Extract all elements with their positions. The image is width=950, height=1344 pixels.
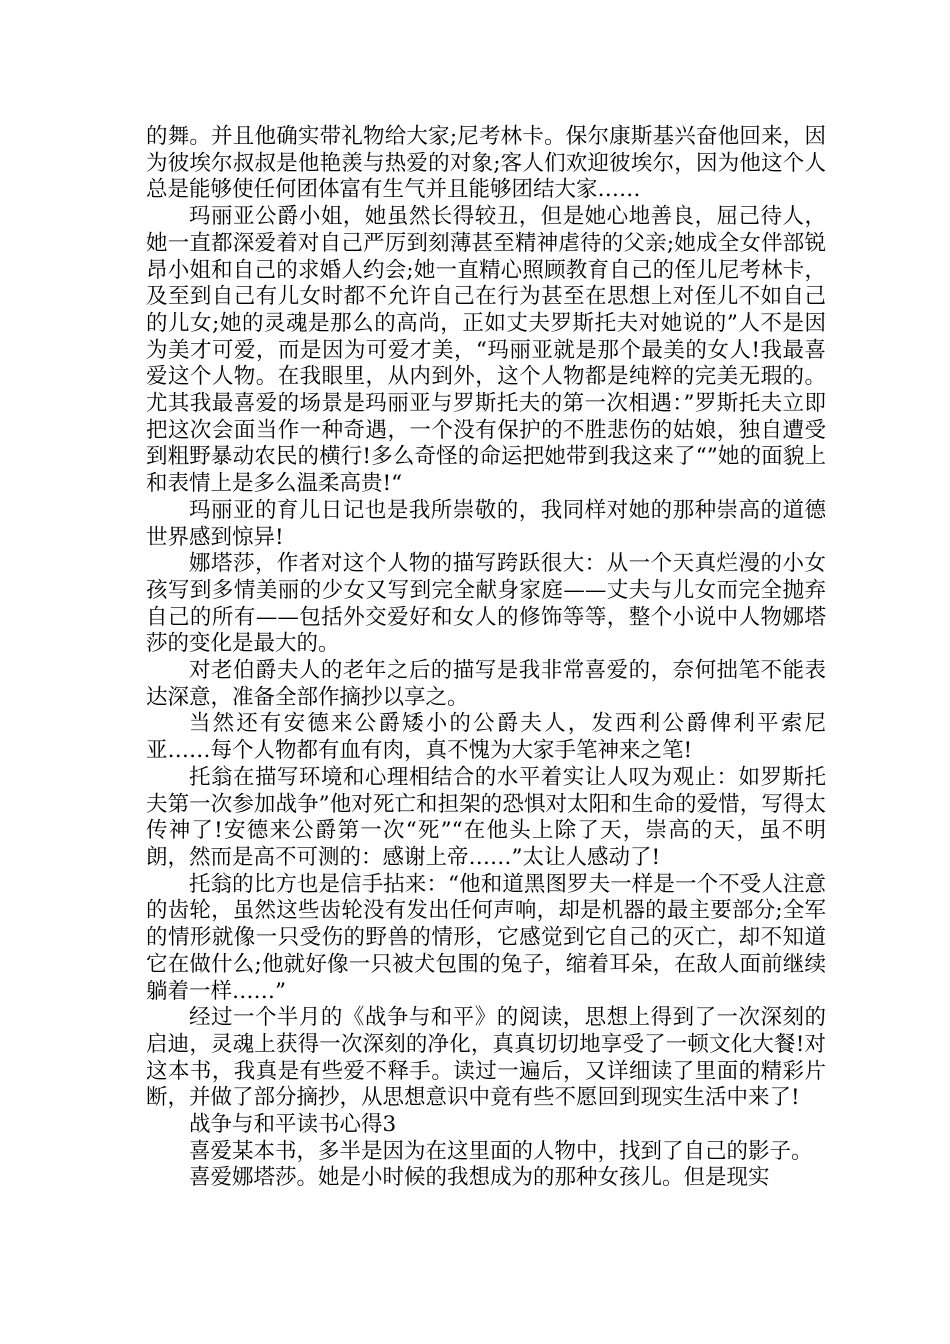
- paragraph: 托翁的比方也是信手拈来：“他和道黑图罗夫一样是一个不受人注意的齿轮，虽然这些齿轮没有发出任何声响，却是机器的最主要部分;全军的情形就像一只受伤的野兽的情形，它感觉到它自己的灭亡，却不知道它在做什么;他就好像一只被犬包围的兔子，缩着耳朵，在敌人面前继续躺着一样……”: [146, 871, 826, 1004]
- paragraph: 经过一个半月的《战争与和平》的阅读，思想上得到了一次深刻的启迪，灵魂上获得一次深刻的净化，真真切切地享受了一顿文化大餐!对这本书，我真是有些爱不释手。读过一遍后，又详细读了里面的精彩片断，并做了部分摘抄，从思想意识中竟有些不愿回到现实生活中来了!: [146, 1005, 826, 1111]
- paragraph: 的舞。并且他确实带礼物给大家;尼考林卡。保尔康斯基兴奋他回来，因为彼埃尔叔叔是他艳羡与热爱的对象;客人们欢迎彼埃尔，因为他这个人总是能够使任何团体富有生气并且能够团结大家……: [146, 124, 826, 203]
- paragraph: 托翁在描写环境和心理相结合的水平着实让人叹为观止：如罗斯托夫第一次参加战争”他对死亡和担架的恐惧对太阳和生命的爱惜，写得太传神了!安德来公爵第一次“死”“在他头上除了天，崇高的天，虽不明朗，然而是高不可测的：感谢上帝……”太让人感动了!: [146, 764, 826, 870]
- document-body: [146, 124, 826, 1192]
- paragraph: 当然还有安德来公爵矮小的公爵夫人，发西利公爵俾利平索尼亚……每个人物都有血有肉，真不愧为大家手笔神来之笔!: [146, 711, 826, 764]
- paragraph: 喜爱娜塔莎。她是小时候的我想成为的那种女孩儿。但是现实: [189, 1165, 770, 1191]
- paragraph: 玛丽亚的育儿日记也是我所崇敬的，我同样对她的那种崇高的道德世界感到惊异!: [146, 497, 826, 550]
- paragraph: 对老伯爵夫人的老年之后的描写是我非常喜爱的，奈何拙笔不能表达深意，准备全部作摘抄以享之。: [146, 658, 826, 710]
- paragraph: 玛丽亚公爵小姐，她虽然长得较丑，但是她心地善良，屈己待人，她一直都深爱着对自己严厉到刻薄甚至精神虐待的父亲;她成全女伴部锐昂小姐和自己的求婚人约会;她一直精心照顾教育自己的侄儿尼考林卡，及至到自己有儿女时都不允许自己在行为甚至在思想上对侄儿不如自己的儿女;她的灵魂是那么的高尚，正如丈夫罗斯托夫对她说的”人不是因为美才可爱，而是因为可爱才美，“玛丽亚就是那个最美的女人!我最喜爱这个人物。在我眼里，从内到外，这个人物都是纯粹的完美无瑕的。尤其我最喜爱的场景是玛丽亚与罗斯托夫的第一次相遇：”罗斯托夫立即把这次会面当作一种奇遇，一个没有保护的不胜悲伤的姑娘，独自遭受到粗野暴动农民的横行!多么奇怪的命运把她带到我这来了“”她的面貌上和表情上是多么温柔高贵!“: [146, 204, 826, 497]
- paragraph: 娜塔莎，作者对这个人物的描写跨跃很大：从一个天真烂漫的小女孩写到多情美丽的少女又写到完全献身家庭——丈夫与儿女而完全抛弃自己的所有——包括外交爱好和女人的修饰等等，整个小说中人物娜塔莎的变化是最大的。: [146, 551, 826, 657]
- paragraph: 喜爱某本书，多半是因为在这里面的人物中，找到了自己的影子。: [189, 1138, 813, 1164]
- section-heading: 战争与和平读书心得3: [189, 1112, 397, 1138]
